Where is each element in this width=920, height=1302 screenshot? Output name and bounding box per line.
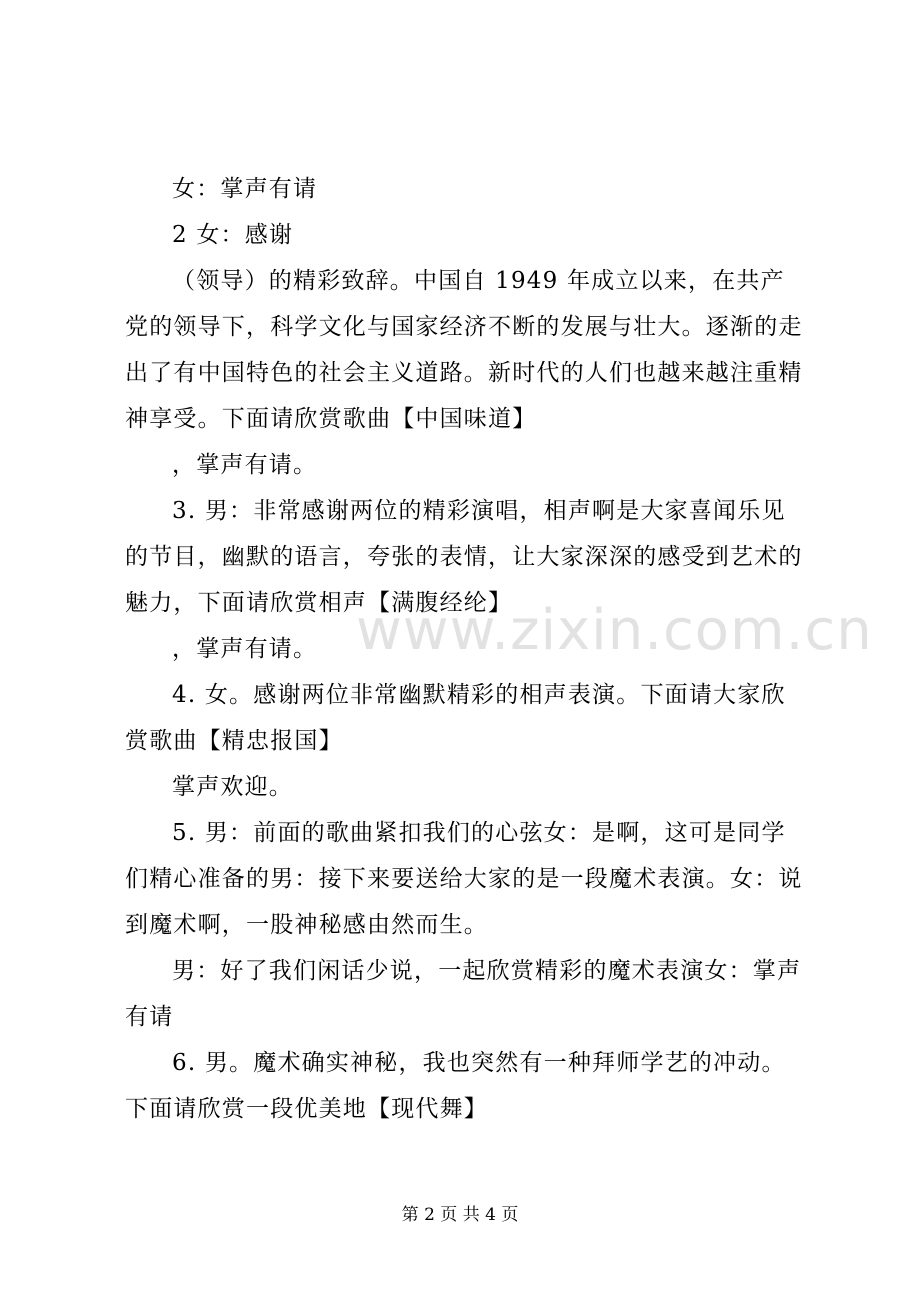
paragraph-9: 5. 男：前面的歌曲紧扣我们的心弦女：是啊，这可是同学们精心准备的男：接下来要送给大家的是一段魔术表演。女：说到魔术啊，一股神秘感由然而生。 [125,820,803,938]
document-body [125,166,805,1132]
paragraph-5: 3. 男：非常感谢两位的精彩演唱，相声啊是大家喜闻乐见的节目，幽默的语言，夸张的表情，让大家深深的感受到艺术的魅力，下面请欣赏相声【满腹经纶】 [125,498,803,616]
paragraph-3: （领导）的精彩致辞。中国自 1949 年成立以来，在共产党的领导下，科学文化与国家经济不断的发展与壮大。逐渐的走出了有中国特色的社会主义道路。新时代的人们也越来越注重精神享受。下面请欣赏歌曲【中国味道】 [125,268,803,432]
paragraph-6: ，掌声有请。 [172,636,318,662]
paragraph-2: 2 女：感谢 [172,222,294,248]
paragraph-7: 4. 女。感谢两位非常幽默精彩的相声表演。下面请大家欣赏歌曲【精忠报国】 [125,682,786,754]
page-footer: 第 2 页 共 4 页 [401,1205,519,1225]
paragraph-4: ，掌声有请。 [172,452,318,478]
paragraph-11: 6. 男。魔术确实神秘，我也突然有一种拜师学艺的冲动。下面请欣赏一段优美地【现代舞】 [125,1050,786,1122]
paragraph-8: 掌声欢迎。 [172,774,293,800]
watermark: www.zixin.com.cn [356,598,873,663]
paragraph-10: 男：好了我们闲话少说，一起欣赏精彩的魔术表演女：掌声有请 [125,958,802,1030]
paragraph-1: 女：掌声有请 [172,176,318,202]
